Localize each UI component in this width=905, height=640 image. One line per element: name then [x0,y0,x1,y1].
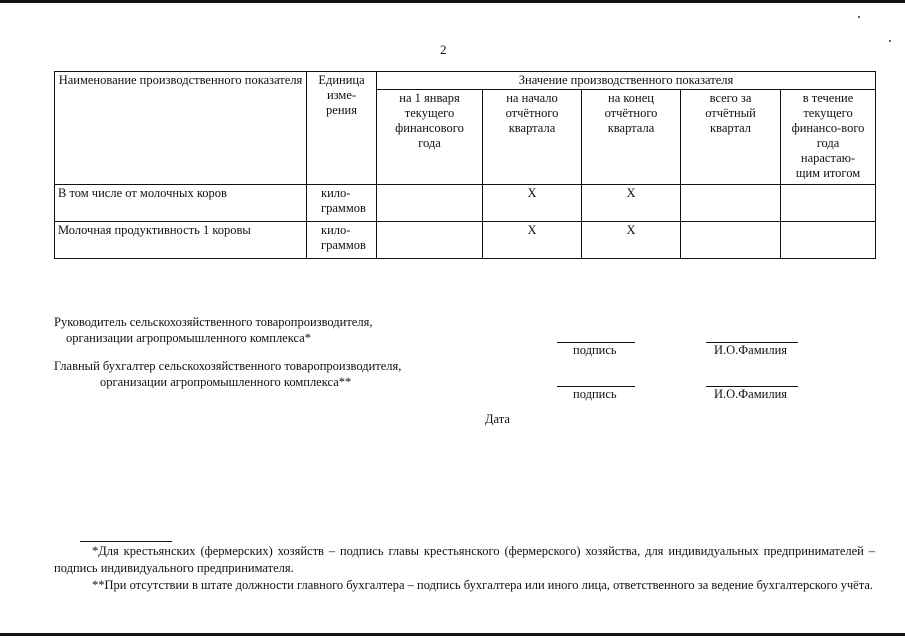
row-unit [307,222,377,259]
scan-speck [889,40,891,42]
scan-edge-top [0,0,905,3]
table-header-row [55,72,876,90]
row-value-cell [377,185,483,222]
footnote-separator [80,541,172,542]
header-indicator-name: Наименование производственного показателя [55,72,307,185]
unit-line: граммов [321,201,366,215]
row-value-cell: Х [483,222,582,259]
head-title-line-1: Руководитель сельскохозяйственного товаропроизводителя, [54,315,373,329]
table-row [55,222,876,259]
date-label: Дата [485,412,510,426]
head-signature-caption: подпись [573,343,617,357]
header-unit: Единица изме-рения [307,72,377,185]
row-value-cell [781,185,876,222]
row-indicator-name: Молочная продуктивность 1 коровы [55,222,307,259]
header-value-col: на 1 января текущего финансового года [377,90,483,185]
row-value-cell: Х [483,185,582,222]
accountant-signature-caption: подпись [573,387,617,401]
production-indicators-table [54,71,876,259]
row-value-cell [681,222,781,259]
head-name-caption: И.О.Фамилия [714,343,788,357]
unit-line: кило- [321,223,351,237]
header-value-col: всего за отчётный квартал [681,90,781,185]
footnote-head: *Для крестьянских (фермерских) хозяйств – подпись главы крестьянского (фермерского) хозяйства, для индивидуальных предпринимателей – подпись индивидуального предпринимателя. [54,544,875,575]
row-value-cell [781,222,876,259]
unit-line: кило- [321,186,351,200]
accountant-name-caption: И.О.Фамилия [714,387,788,401]
scan-speck [858,16,860,18]
row-value-cell [377,222,483,259]
scan-edge-bottom [0,633,905,636]
header-value-group: Значение производственного показателя [377,72,876,90]
row-unit [307,185,377,222]
head-title-line-2: организации агропромышленного комплекса* [66,331,311,345]
row-indicator-name: В том числе от молочных коров [55,185,307,222]
row-value-cell [681,185,781,222]
accountant-title-line-2: организации агропромышленного комплекса** [100,375,352,389]
row-value-cell: Х [582,222,681,259]
table-row [55,185,876,222]
unit-line: граммов [321,238,366,252]
header-value-col: в течение текущего финансо-вого года нарастаю-щим итогом [781,90,876,185]
page-number: 2 [440,42,447,57]
header-value-col: на начало отчётного квартала [483,90,582,185]
footnote-accountant: **При отсутствии в штате должности главного бухгалтера – подпись бухгалтера или иного лица, ответственного за ведение бухгалтерского учёта. [92,578,874,592]
accountant-title-line-1: Главный бухгалтер сельскохозяйственного товаропроизводителя, [54,359,402,373]
row-value-cell: Х [582,185,681,222]
header-value-col: на конец отчётного квартала [582,90,681,185]
